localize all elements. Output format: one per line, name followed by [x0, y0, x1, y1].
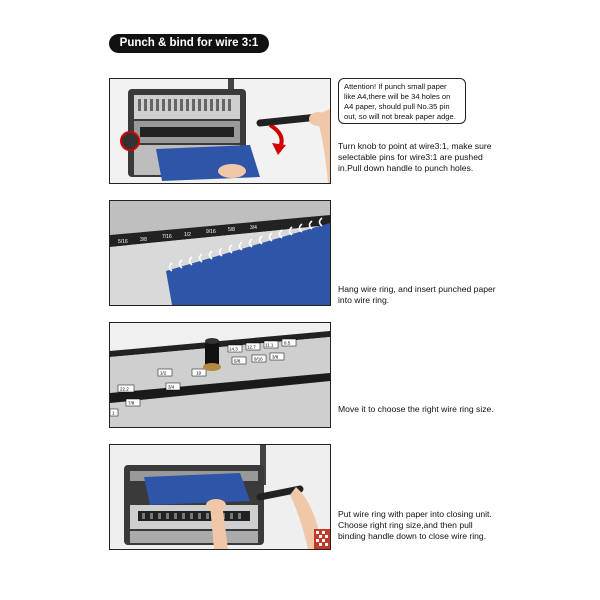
- size-label: 3/8: [140, 237, 147, 243]
- size-label: 5/8: [228, 227, 235, 233]
- size-label: 19: [196, 370, 202, 376]
- size-label: 3/8: [272, 354, 279, 360]
- punch-machine-illustration: [110, 79, 330, 183]
- step-2-text: Hang wire ring, and insert punched paper into wire ring.: [338, 284, 496, 305]
- size-selector-illustration: [110, 323, 330, 427]
- size-label: 1/2: [184, 232, 191, 238]
- size-label: 7/16: [162, 234, 172, 240]
- size-label: 5/16: [118, 239, 128, 245]
- closing-unit-illustration: [110, 445, 330, 549]
- size-label: 3/4: [250, 225, 257, 231]
- size-label: 1/2: [160, 370, 167, 376]
- step-3-text: Move it to choose the right wire ring size.: [338, 404, 494, 414]
- size-label: 3/4: [168, 384, 175, 390]
- size-label: 5/8: [234, 358, 241, 364]
- photo-punch-machine: [109, 78, 331, 184]
- photo-size-selector: [109, 322, 331, 428]
- size-label: 9/16: [254, 356, 263, 362]
- photo-wire-ring: [109, 200, 331, 306]
- size-label: 9.5: [284, 340, 291, 346]
- step-4-text: Put wire ring with paper into closing unit. Choose right ring size,and then pull binding handle down to close wire ring.: [338, 509, 492, 541]
- size-label: 1: [112, 410, 115, 416]
- wire-ring-illustration: [110, 201, 330, 305]
- photo-closing-unit: [109, 444, 331, 550]
- size-label: 12.7: [247, 344, 256, 350]
- size-label: 11.1: [265, 342, 274, 348]
- section-title: Punch & bind for wire 3:1: [109, 34, 269, 53]
- size-label: 14.3: [229, 346, 238, 352]
- size-label: 7/8: [128, 400, 135, 406]
- attention-note: Attention! If punch small paper like A4,there will be 34 holes on A4 paper, should pull No.35 pin out, so will not break paper adge.: [338, 78, 466, 124]
- step-1-text: Turn knob to point at wire3:1, make sure selectable pins for wire3:1 are pushed in.Pull down handle to punch holes.: [338, 141, 492, 173]
- size-label: 22.2: [120, 386, 129, 392]
- size-label: 9/16: [206, 229, 216, 235]
